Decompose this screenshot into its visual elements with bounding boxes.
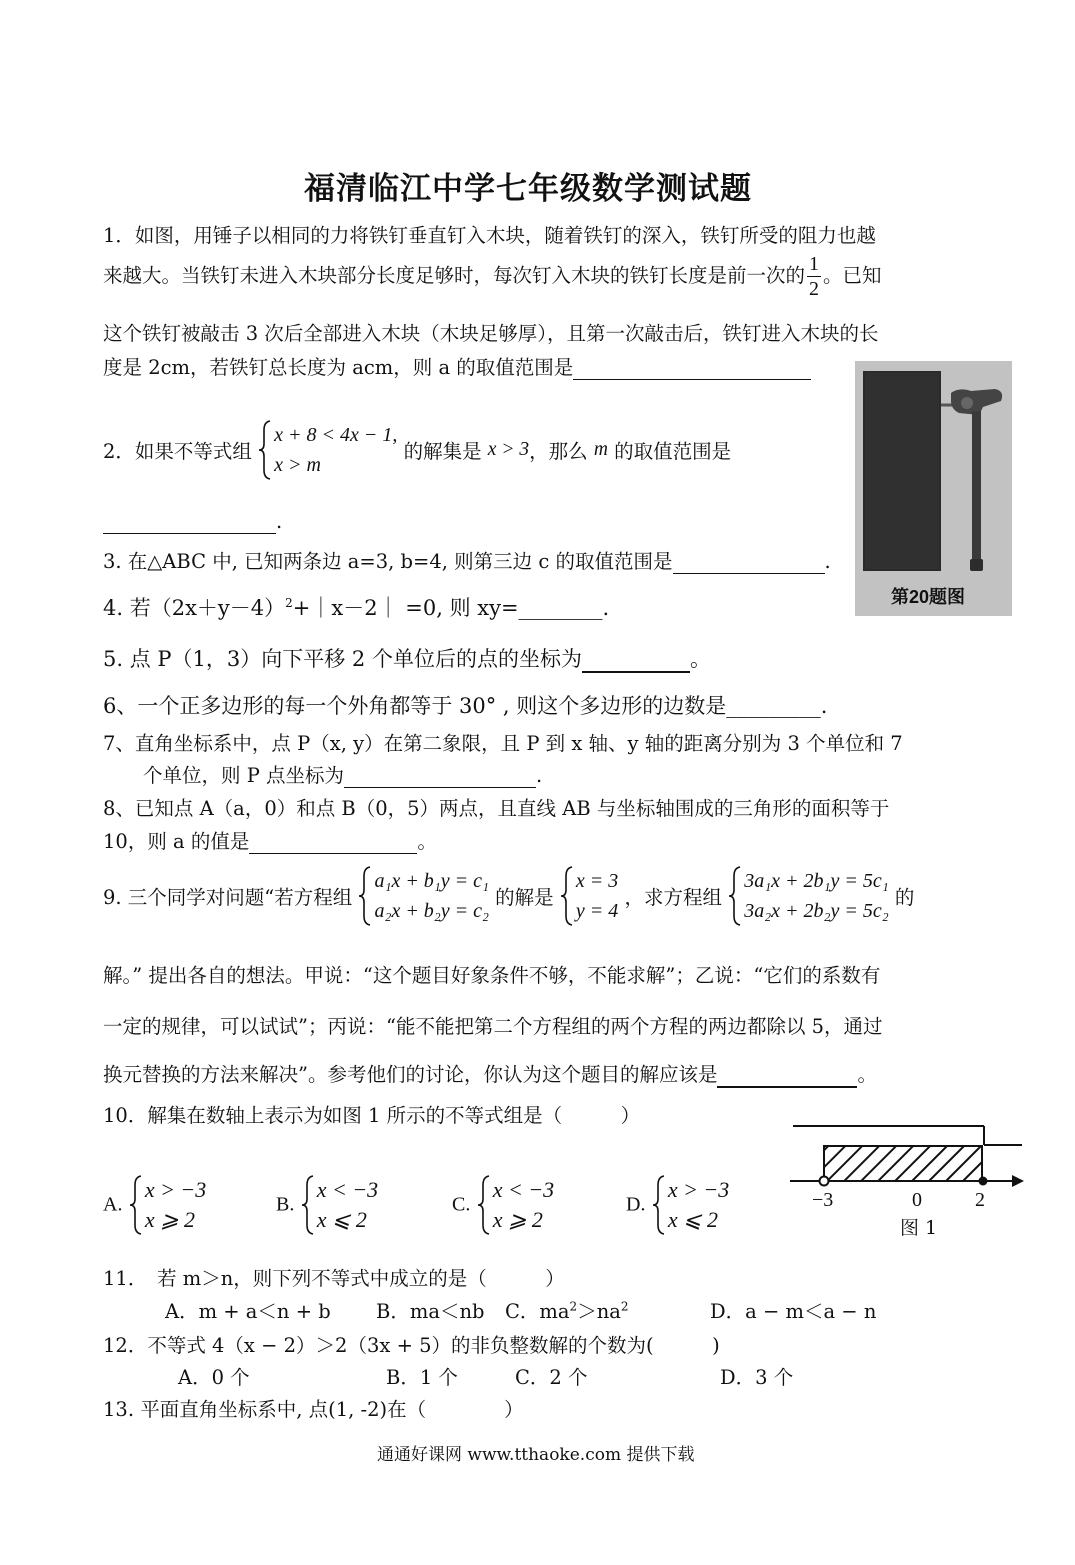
q10-option-c[interactable] [452,1175,554,1235]
q9-line3: 一定的规律，可以试试”；丙说：“能不能把第二个方程组的两个方程的两边都除以 5，通过 [103,1015,883,1038]
q8-line2 [103,826,437,854]
q7-answer-blank[interactable] [344,764,536,788]
q9-system1 [358,866,488,926]
q7-line1: 7、直角坐标系中，点 P（x, y）在第二象限，且 P 到 x 轴、y 轴的距离分别为 3 个单位和 7 [103,732,903,755]
q9-system3 [728,866,888,926]
q11-option-c[interactable] [505,1296,629,1324]
q8-line1: 8、已知点 A（a，0）和点 B（0，5）两点，且直线 AB 与坐标轴围成的三角形的面积等于 [103,797,890,820]
left-brace-icon [652,1175,666,1235]
figure-1-caption: 图 1 [900,1217,938,1239]
q9-mid1: 的解是 [495,886,554,909]
q9-mid2: ，求方程组 [624,886,722,909]
q1-answer-blank[interactable] [573,356,811,380]
q3-line [103,546,831,574]
q9-system1-row1: a₁x + b₁y = c₁ [374,870,489,892]
q5-text: 5. 点 P（1，3）向下平移 2 个单位后的点的坐标为 [103,647,582,671]
q9-suffix: 的 [894,886,915,909]
q11-option-c-exp2: 2 [620,1299,629,1314]
q2-line [103,420,731,480]
option-label: C. [452,1193,471,1216]
q2-end: . [276,510,283,533]
q4-line [103,592,609,622]
q10-stem: 10．解集在数轴上表示为如图 1 所示的不等式组是（ ） [103,1104,641,1127]
q2-blank-line [103,510,282,534]
q2-system-row2: x > m [274,454,321,476]
q9-prefix: 9. 三个同学对问题“若方程组 [103,886,353,909]
q10-option-d[interactable] [626,1175,729,1235]
q1-line1: 1．如图，用锤子以相同的力将铁钉垂直钉入木块，随着铁钉的深入，铁钉所受的阻力也越 [103,224,876,247]
q9-line2: 解。” 提出各自的想法。甲说：“这个题目好象条件不够，不能求解”；乙说：“它们的系数有 [103,964,881,987]
q12-option-a[interactable]: A．0 个 [178,1366,250,1389]
q9-answer-blank[interactable] [717,1063,857,1088]
q2-inequality-system [258,420,397,480]
q2-solution: x > 3 [487,439,530,460]
left-brace-icon [258,420,272,480]
footer-credit: 通通好课网 www.tthaoke.com 提供下载 [377,1445,695,1465]
q3-text: 3. 在△ABC 中, 已知两条边 a=3, b=4, 则第三边 c 的取值范围是 [103,550,673,573]
q5-end: 。 [689,647,711,671]
option-d-row1: x > −3 [667,1177,730,1202]
left-brace-icon [477,1175,491,1235]
q7-end: . [536,764,543,787]
option-b-row2: x ⩽ 2 [316,1207,367,1232]
q9-system3-row2: 3a₂x + 2b₂y = 5c₂ [744,900,889,922]
q7-line2-text: 个单位，则 P 点坐标为 [143,764,345,787]
q12-option-b[interactable]: B．1 个 [386,1366,458,1389]
q1-line2-text: 来越大。当铁钉未进入木块部分长度足够时，每次钉入木块的铁钉长度是前一次的 [103,264,806,287]
fraction-numerator: 1 [809,253,820,275]
q3-answer-blank[interactable] [673,550,825,574]
option-c-row2: x ⩾ 2 [492,1207,543,1232]
q1-line4 [103,352,811,380]
q9-end: 。 [857,1063,877,1086]
q2-mid: 的解集是 [403,440,482,463]
q9-system3-row1: 3a₁x + 2b₁y = 5c₁ [744,870,889,892]
left-brace-icon [301,1175,315,1235]
axis-tick-2: 2 [975,1189,985,1211]
q12-stem: 12．不等式 4（x − 2）＞2（3x + 5）的非负整数解的个数为( ) [103,1334,720,1357]
figure-20 [855,361,1012,616]
q12-option-d[interactable]: D．3 个 [720,1366,794,1389]
q9-system2-row2: y = 4 [575,900,619,922]
q8-answer-blank[interactable] [249,830,417,854]
option-a-row1: x > −3 [144,1177,207,1202]
q2-system-row1: x + 8 < 4x − 1, [274,424,398,446]
q8-end: 。 [417,830,437,853]
option-b-system [301,1175,378,1235]
q11-option-c-exp1: 2 [569,1299,578,1314]
q1-line2 [103,252,882,301]
q7-line2 [143,760,542,788]
q2-mid2: ，那么 [529,440,588,463]
left-brace-icon [560,866,574,926]
option-label: A. [103,1193,123,1216]
option-label: B. [276,1193,295,1216]
q5-line [103,643,711,673]
q8-line2-text: 10，则 a 的值是 [103,830,250,853]
q5-answer-blank[interactable] [582,647,690,673]
q11-stem: 11． 若 m＞n，则下列不等式中成立的是（ ） [103,1267,565,1290]
option-a-system [129,1175,206,1235]
q13-line: 13. 平面直角坐标系中, 点(1, -2)在（ ） [103,1398,524,1421]
option-d-row2: x ⩽ 2 [667,1207,719,1232]
q4-text-a: 4. 若（2x＋y－4） [103,596,286,620]
q9-system1-row2: a₂x + b₂y = c₂ [374,900,489,922]
q6-line: 6、一个正多边形的每一个外角都等于 30° , 则这个多边形的边数是_________. [103,694,828,718]
number-line-figure [790,1115,1030,1245]
q9-system2 [560,866,618,926]
q1-line2-end: 。已知 [823,264,882,287]
q11-option-d[interactable]: D．a − m＜a − n [710,1300,877,1323]
q11-option-b[interactable]: B．ma＜nb [376,1300,485,1323]
page-title: 福清临江中学七年级数学测试题 [304,171,752,207]
q11-option-c-a: C．ma [505,1300,570,1323]
axis-tick-0: 0 [912,1189,922,1211]
left-brace-icon [129,1175,143,1235]
q3-end: . [824,550,831,573]
option-a-row2: x ⩾ 2 [144,1207,196,1232]
figure-20-caption: 第20题图 [891,587,966,607]
fraction-denominator: 2 [809,278,820,300]
left-brace-icon [728,866,742,926]
q9-system2-row1: x = 3 [575,870,619,892]
q2-var: m [593,439,608,460]
q10-option-a[interactable] [103,1175,206,1235]
q1-line3: 这个铁钉被敲击 3 次后全部进入木块（木块足够厚），且第一次敲击后，铁钉进入木块的长 [103,322,879,345]
left-brace-icon [358,866,372,926]
q10-option-b[interactable] [276,1175,378,1235]
fraction-one-half [807,252,821,301]
option-b-row1: x < −3 [316,1177,379,1202]
q2-prefix: 2．如果不等式组 [103,440,252,463]
q11-option-c-b: ＞na [577,1300,621,1323]
q2-answer-blank[interactable] [103,510,276,534]
q1-line4-text: 度是 2cm，若铁钉总长度为 acm，则 a 的取值范围是 [103,356,574,379]
q4-exponent: 2 [285,596,293,610]
axis-tick-minus3: −3 [812,1189,834,1211]
option-c-system [477,1175,554,1235]
q9-line4-text: 换元替换的方法来解决”。参考他们的讨论，你认为这个题目的解应该是 [103,1063,718,1086]
hammer-nail-illustration [855,361,1012,616]
option-label: D. [626,1193,646,1216]
q4-text-b: +｜x－2｜ =0, 则 xy=________. [292,596,610,620]
q2-suffix: 的取值范围是 [614,440,732,463]
option-c-row1: x < −3 [492,1177,555,1202]
q11-option-a[interactable]: A．m + a＜n + b [165,1300,331,1323]
q9-line1 [103,866,914,926]
option-d-system [652,1175,729,1235]
q12-option-c[interactable]: C．2 个 [515,1366,588,1389]
q9-line4 [103,1059,877,1088]
